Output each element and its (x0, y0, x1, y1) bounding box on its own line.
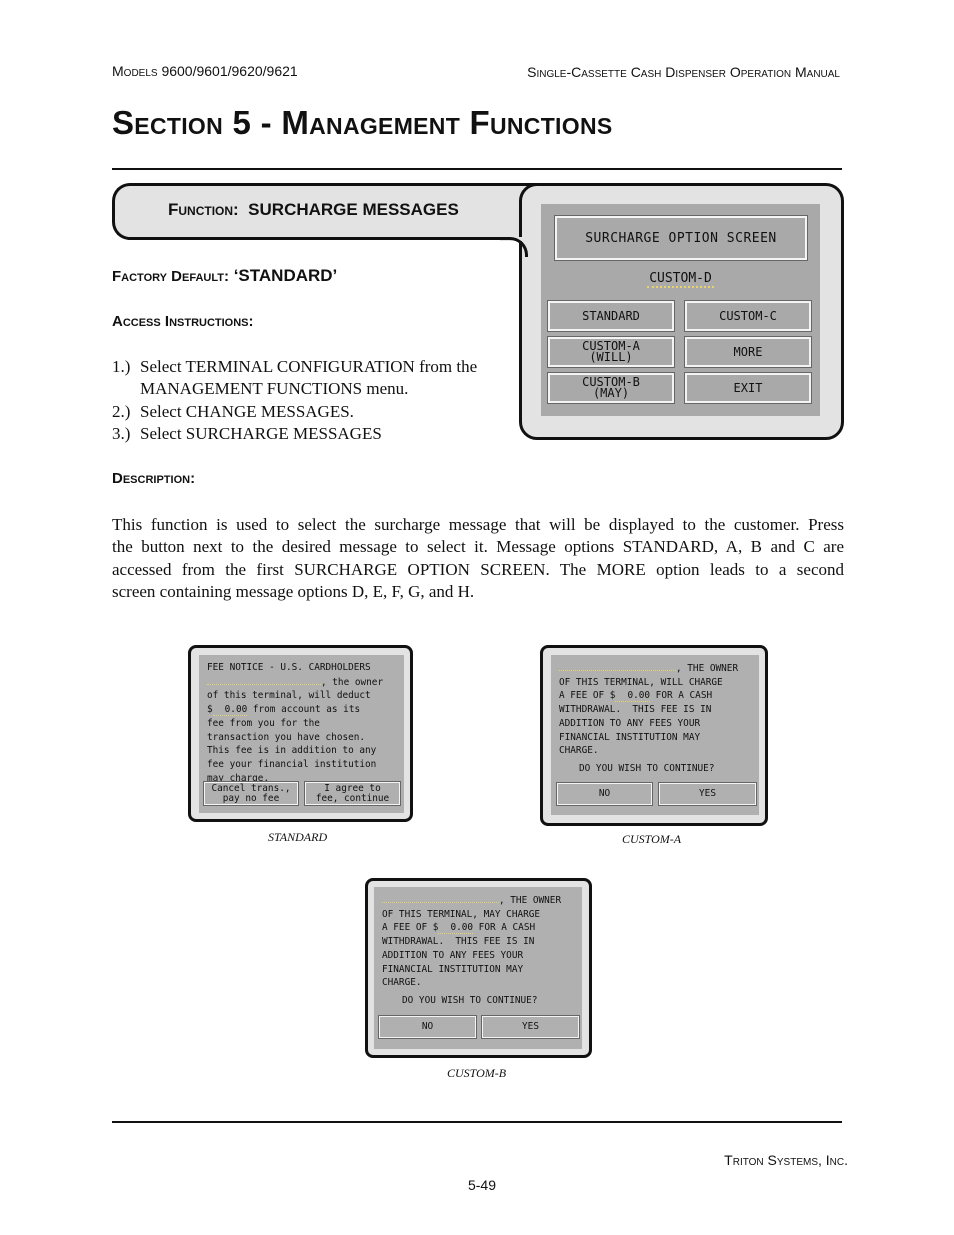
function-name: SURCHARGE MESSAGES (248, 200, 459, 219)
continue-prompt: DO YOU WISH TO CONTINUE? (579, 762, 715, 774)
screen-text: WITHDRAWAL. THIS FEE IS IN (382, 936, 535, 948)
screen-text: may charge. (207, 772, 270, 784)
continue-prompt: DO YOU WISH TO CONTINUE? (402, 994, 538, 1006)
agree-fee-button[interactable]: I agree to fee, continue (305, 782, 400, 805)
access-steps (112, 356, 522, 446)
step-3-num: 3.) (112, 424, 131, 444)
screen-text: ADDITION TO ANY FEES YOUR (382, 949, 524, 961)
custom-a-caption: CUSTOM-A (622, 832, 682, 846)
fee-amount: 0.00 (213, 704, 248, 716)
custom-b-caption: CUSTOM-B (447, 1066, 507, 1080)
description-heading: Description: (112, 470, 196, 487)
no-button[interactable]: NO (379, 1016, 476, 1038)
screen-text: , THE OWNER (559, 661, 751, 676)
description-line: This function is used to select the surcharge message that will be displayed to the customer. Press (112, 515, 844, 534)
factory-default-value: ‘STANDARD’ (233, 266, 338, 285)
owner-name-blank (207, 675, 321, 685)
screen-text: A FEE OF $ 0.00 FOR A CASH (559, 690, 713, 702)
screen-text: WITHDRAWAL. THIS FEE IS IN (559, 704, 712, 716)
screen-text: , THE OWNER (382, 893, 574, 908)
step-2-text: Select CHANGE MESSAGES. (140, 401, 354, 421)
standard-caption: STANDARD (268, 830, 328, 844)
function-heading (168, 200, 459, 220)
screen-text: FINANCIAL INSTITUTION MAY (559, 731, 701, 743)
surcharge-option-title: SURCHARGE OPTION SCREEN (555, 216, 807, 260)
step-3 (112, 423, 522, 445)
screen-text: , the owner (207, 675, 396, 690)
owner-name-blank (382, 893, 499, 903)
screen-text: fee your financial institution (207, 758, 377, 770)
no-button[interactable]: NO (557, 783, 652, 805)
screen-text: OF THIS TERMINAL, MAY CHARGE (382, 908, 541, 920)
screen-text: transaction you have chosen. (207, 731, 366, 743)
footer-company: Triton Systems, Inc. (724, 1152, 848, 1168)
step-3-text: Select SURCHARGE MESSAGES (140, 424, 382, 444)
yes-button[interactable]: YES (482, 1016, 579, 1038)
screen-text: $ 0.00 from account as its (207, 704, 361, 716)
access-instructions-heading: Access Instructions: (112, 313, 254, 330)
screen-text: CHARGE. (382, 977, 422, 989)
yes-button[interactable]: YES (659, 783, 756, 805)
exit-button[interactable]: EXIT (685, 373, 811, 403)
screen-text: OF THIS TERMINAL, WILL CHARGE (559, 676, 723, 688)
standard-button[interactable]: STANDARD (548, 301, 674, 331)
description-line: accessed from the first SURCHARGE OPTION SCREEN. The MORE option leads to a second (112, 559, 844, 579)
step-1 (112, 356, 522, 401)
screen-text: FINANCIAL INSTITUTION MAY (382, 963, 524, 975)
header-models: Models 9600/9601/9620/9621 (112, 63, 298, 79)
step-1-text: Select TERMINAL CONFIGURATION from the MANAGEMENT FUNCTIONS menu. (140, 357, 478, 399)
custom-a-button[interactable]: CUSTOM-A (WILL) (548, 337, 674, 367)
selected-message: CUSTOM-D (649, 271, 712, 286)
description-line: screen containing message options D, E, F, G, and H. (112, 582, 475, 602)
cancel-trans-button[interactable]: Cancel trans., pay no fee (204, 782, 298, 805)
description-line: the button next to the desired message to select it. Message options STANDARD, A, B and C are (112, 537, 844, 557)
owner-name-blank (559, 661, 676, 671)
more-button[interactable]: MORE (685, 337, 811, 367)
description-text (112, 514, 844, 604)
top-rule (112, 168, 842, 170)
custom-b-button[interactable]: CUSTOM-B (MAY) (548, 373, 674, 403)
step-2-num: 2.) (112, 401, 131, 421)
custom-c-button[interactable]: CUSTOM-C (685, 301, 811, 331)
screen-text: A FEE OF $ 0.00 FOR A CASH (382, 922, 536, 934)
factory-default (112, 266, 337, 286)
fee-amount: 0.00 (438, 922, 473, 934)
screen-text: fee from you for the (207, 717, 320, 729)
header-manual-title: Single-Cassette Cash Dispenser Operation Manual (527, 64, 840, 80)
step-2 (112, 401, 522, 423)
bottom-rule (112, 1121, 842, 1123)
step-1-num: 1.) (112, 357, 131, 376)
screen-text: This fee is in addition to any (207, 745, 377, 757)
fee-amount: 0.00 (615, 690, 650, 702)
screen-text: of this terminal, will deduct (207, 690, 371, 702)
function-label: Function: (168, 200, 239, 219)
screen-text: FEE NOTICE - U.S. CARDHOLDERS (207, 662, 371, 673)
screen-text: CHARGE. (559, 745, 599, 757)
factory-default-label: Factory Default: (112, 268, 229, 285)
page-number: 5-49 (467, 1177, 497, 1193)
screen-text: ADDITION TO ANY FEES YOUR (559, 717, 701, 729)
section-title: Section 5 - Management Functions (112, 104, 613, 141)
